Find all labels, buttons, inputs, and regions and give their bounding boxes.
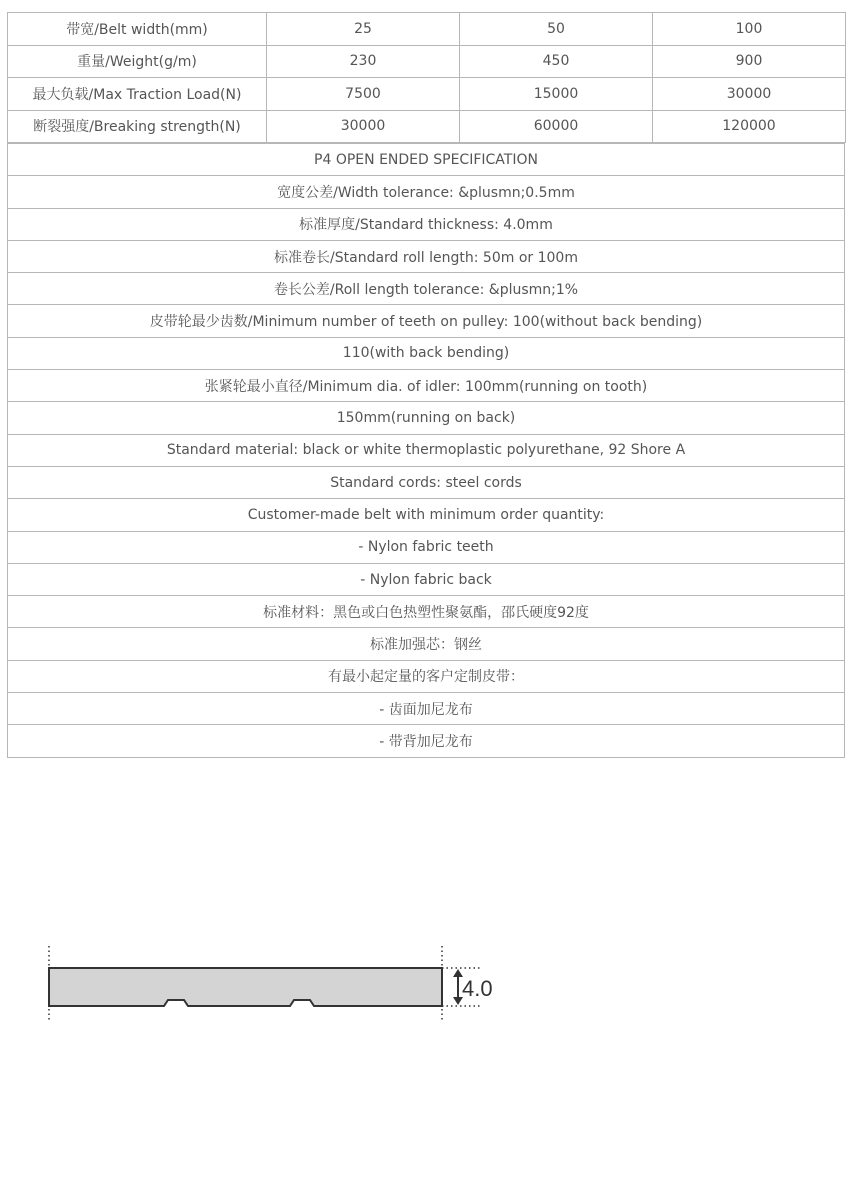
spec-table <box>7 12 846 143</box>
table-row <box>8 628 845 660</box>
spec-value: 25 <box>267 13 460 46</box>
table-row <box>8 208 845 240</box>
spec-value: 100 <box>653 13 846 46</box>
description-cell: 皮带轮最少齿数/Minimum number of teeth on pulley: 100(without back bending) <box>8 305 845 337</box>
table-row <box>8 563 845 595</box>
spec-value: 15000 <box>460 78 653 111</box>
table-row <box>8 78 846 111</box>
table-row <box>8 370 845 402</box>
description-cell: - Nylon fabric teeth <box>8 531 845 563</box>
spec-label: 断裂强度/Breaking strength(N) <box>8 110 267 143</box>
belt-profile-diagram <box>38 940 508 1030</box>
spec-value: 900 <box>653 45 846 78</box>
spec-label: 最大负载/Max Traction Load(N) <box>8 78 267 111</box>
description-cell: 110(with back bending) <box>8 337 845 369</box>
description-cell: 宽度公差/Width tolerance: &plusmn;0.5mm <box>8 176 845 208</box>
description-cell: - 带背加尼龙布 <box>8 725 845 757</box>
table-row <box>8 531 845 563</box>
spec-value: 30000 <box>653 78 846 111</box>
spec-value: 230 <box>267 45 460 78</box>
belt-profile <box>49 968 442 1006</box>
description-cell: 标准材料：黑色或白色热塑性聚氨酯，邵氏硬度92度 <box>8 596 845 628</box>
table-row <box>8 144 845 176</box>
description-cell: 卷长公差/Roll length tolerance: &plusmn;1% <box>8 273 845 305</box>
table-row <box>8 305 845 337</box>
description-cell: 标准卷长/Standard roll length: 50m or 100m <box>8 240 845 272</box>
table-row <box>8 176 845 208</box>
table-row <box>8 693 845 725</box>
description-cell: 标准厚度/Standard thickness: 4.0mm <box>8 208 845 240</box>
table-row <box>8 13 846 46</box>
description-cell: - 齿面加尼龙布 <box>8 693 845 725</box>
description-cell: - Nylon fabric back <box>8 563 845 595</box>
description-cell: Standard material: black or white thermoplastic polyurethane, 92 Shore A <box>8 434 845 466</box>
spec-label: 带宽/Belt width(mm) <box>8 13 267 46</box>
spec-value: 120000 <box>653 110 846 143</box>
table-row <box>8 240 845 272</box>
description-cell: Standard cords: steel cords <box>8 466 845 498</box>
table-row <box>8 402 845 434</box>
thickness-label: 4.0 <box>462 976 493 1001</box>
spec-label: 重量/Weight(g/m) <box>8 45 267 78</box>
spec-value: 450 <box>460 45 653 78</box>
description-cell: 150mm(running on back) <box>8 402 845 434</box>
table-row <box>8 596 845 628</box>
section-title: P4 OPEN ENDED SPECIFICATION <box>8 144 845 176</box>
table-row <box>8 45 846 78</box>
table-row <box>8 337 845 369</box>
description-table <box>7 143 845 758</box>
table-row <box>8 499 845 531</box>
spec-value: 50 <box>460 13 653 46</box>
table-row <box>8 466 845 498</box>
spec-value: 30000 <box>267 110 460 143</box>
description-cell: Customer-made belt with minimum order quantity: <box>8 499 845 531</box>
table-row <box>8 725 845 757</box>
table-row <box>8 273 845 305</box>
spec-value: 7500 <box>267 78 460 111</box>
description-cell: 标准加强芯：钢丝 <box>8 628 845 660</box>
description-cell: 张紧轮最小直径/Minimum dia. of idler: 100mm(running on tooth) <box>8 370 845 402</box>
table-row <box>8 110 846 143</box>
table-row <box>8 660 845 692</box>
table-row <box>8 434 845 466</box>
description-cell: 有最小起定量的客户定制皮带： <box>8 660 845 692</box>
spec-value: 60000 <box>460 110 653 143</box>
